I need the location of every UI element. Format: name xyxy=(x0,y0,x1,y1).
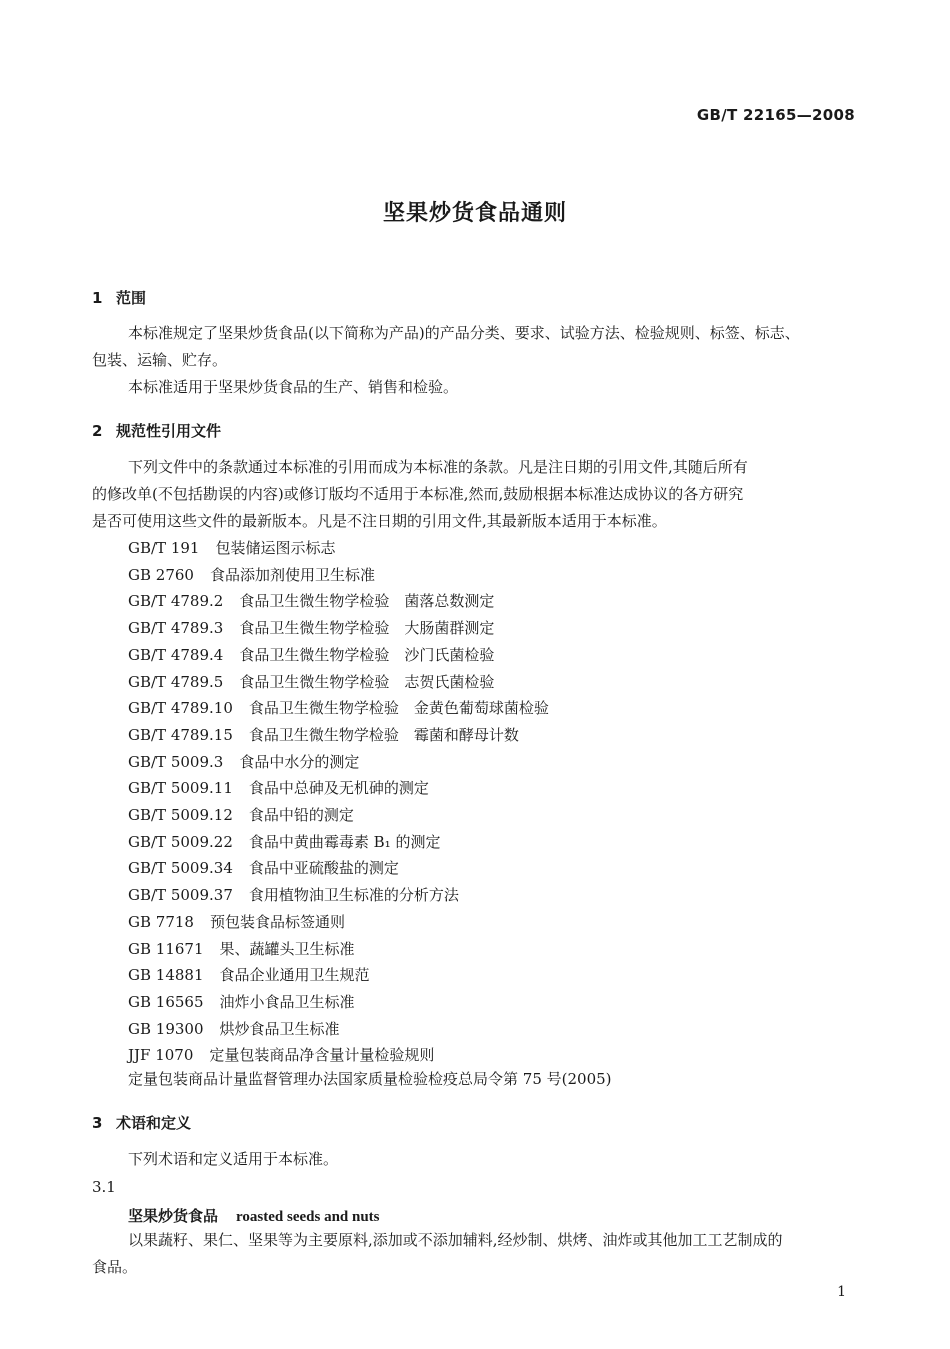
reference-code: GB/T 191 xyxy=(128,539,200,557)
definition: 食品。 xyxy=(92,1258,138,1276)
reference-item xyxy=(128,832,440,852)
reference-item xyxy=(128,645,494,665)
section-number: 3 xyxy=(92,1114,103,1132)
section-1-heading xyxy=(92,287,146,308)
section-number: 2 xyxy=(92,422,103,440)
reference-item-decree: 定量包装商品计量监督管理办法国家质量检验检疫总局令第 75 号(2005) xyxy=(128,1070,612,1088)
reference-item xyxy=(128,939,355,959)
reference-code: GB/T 4789.5 xyxy=(128,673,224,691)
section-title: 规范性引用文件 xyxy=(116,422,222,440)
paragraph: 下列术语和定义适用于本标准。 xyxy=(128,1150,339,1168)
reference-item xyxy=(128,1045,434,1065)
section-title: 范围 xyxy=(116,289,147,307)
section-3-heading xyxy=(92,1112,191,1133)
subsection-number: 3.1 xyxy=(92,1178,116,1196)
reference-title: 食品中铅的测定 xyxy=(248,806,354,824)
reference-code: GB 7718 xyxy=(128,913,194,931)
reference-title: 果、蔬罐头卫生标准 xyxy=(219,940,355,958)
reference-title: 食品添加剂使用卫生标准 xyxy=(209,566,375,584)
reference-item xyxy=(128,778,429,798)
definition: 以果蔬籽、果仁、坚果等为主要原料,添加或不添加辅料,经炒制、烘烤、油炸或其他加工工艺制成的 xyxy=(128,1231,783,1249)
reference-title: 烘炒食品卫生标准 xyxy=(219,1020,340,1038)
paragraph: 下列文件中的条款通过本标准的引用而成为本标准的条款。凡是注日期的引用文件,其随后所有 xyxy=(128,458,748,476)
reference-item xyxy=(128,565,375,585)
section-number: 1 xyxy=(92,289,103,307)
reference-item xyxy=(128,672,494,692)
reference-title: 食品卫生微生物学检验 霉菌和酵母计数 xyxy=(248,726,519,744)
reference-item xyxy=(128,538,335,558)
section-2-heading xyxy=(92,420,221,441)
reference-title: 食品中总砷及无机砷的测定 xyxy=(248,779,429,797)
reference-code: GB/T 5009.22 xyxy=(128,833,233,851)
reference-code: GB 19300 xyxy=(128,1020,204,1038)
paragraph: 是否可使用这些文件的最新版本。凡是不注日期的引用文件,其最新版本适用于本标准。 xyxy=(92,512,667,530)
section-title: 术语和定义 xyxy=(116,1114,192,1132)
reference-item xyxy=(128,698,549,718)
reference-code: GB 16565 xyxy=(128,993,204,1011)
reference-item xyxy=(128,618,494,638)
reference-code: GB/T 5009.11 xyxy=(128,779,233,797)
reference-item xyxy=(128,1019,340,1039)
reference-item xyxy=(128,992,355,1012)
term-entry xyxy=(128,1205,380,1226)
page-number: 1 xyxy=(837,1284,846,1300)
reference-item xyxy=(128,858,399,878)
paragraph: 的修改单(不包括勘误的内容)或修订版均不适用于本标准,然而,鼓励根据本标准达成协议的各方研究 xyxy=(92,485,744,503)
paragraph: 包装、运输、贮存。 xyxy=(92,351,228,369)
reference-code: GB/T 4789.10 xyxy=(128,699,233,717)
reference-code: GB 2760 xyxy=(128,566,194,584)
reference-code: GB/T 5009.3 xyxy=(128,753,224,771)
reference-title: 定量包装商品净含量计量检验规则 xyxy=(209,1046,435,1064)
reference-item xyxy=(128,591,494,611)
reference-title: 食品企业通用卫生规范 xyxy=(219,966,370,984)
reference-code: GB/T 4789.2 xyxy=(128,592,224,610)
reference-item xyxy=(128,965,370,985)
reference-title: 食品卫生微生物学检验 金黄色葡萄球菌检验 xyxy=(248,699,549,717)
term-chinese: 坚果炒货食品 xyxy=(128,1207,219,1225)
reference-code: GB 14881 xyxy=(128,966,204,984)
reference-code: GB/T 5009.34 xyxy=(128,859,233,877)
document-title: 坚果炒货食品通则 xyxy=(382,201,567,226)
reference-code: GB/T 4789.3 xyxy=(128,619,224,637)
reference-code: GB/T 4789.15 xyxy=(128,726,233,744)
reference-code: GB/T 5009.37 xyxy=(128,886,233,904)
reference-title: 食品卫生微生物学检验 菌落总数测定 xyxy=(239,592,495,610)
reference-title: 食品卫生微生物学检验 沙门氏菌检验 xyxy=(239,646,495,664)
reference-item xyxy=(128,752,359,772)
reference-code: GB 11671 xyxy=(128,940,204,958)
reference-title: 食用植物油卫生标准的分析方法 xyxy=(248,886,459,904)
reference-item xyxy=(128,725,519,745)
reference-title: 食品卫生微生物学检验 大肠菌群测定 xyxy=(239,619,495,637)
paragraph: 本标准适用于坚果炒货食品的生产、销售和检验。 xyxy=(128,378,459,396)
reference-code: JJF 1070 xyxy=(128,1046,194,1064)
reference-title: 包装储运图示标志 xyxy=(215,539,336,557)
reference-item xyxy=(128,885,459,905)
reference-code: GB/T 5009.12 xyxy=(128,806,233,824)
reference-title: 食品中水分的测定 xyxy=(239,753,360,771)
reference-title: 食品中亚硫酸盐的测定 xyxy=(248,859,399,877)
reference-title: 预包装食品标签通则 xyxy=(209,913,345,931)
term-english: roasted seeds and nuts xyxy=(236,1209,380,1225)
reference-code: GB/T 4789.4 xyxy=(128,646,224,664)
reference-title: 食品卫生微生物学检验 志贺氏菌检验 xyxy=(239,673,495,691)
reference-title: 油炸小食品卫生标准 xyxy=(219,993,355,1011)
reference-item xyxy=(128,912,345,932)
reference-title: 食品中黄曲霉毒素 B₁ 的测定 xyxy=(248,833,441,851)
paragraph: 本标准规定了坚果炒货食品(以下简称为产品)的产品分类、要求、试验方法、检验规则、标签、标志、 xyxy=(128,324,800,342)
standard-number: GB/T 22165—2008 xyxy=(696,106,855,124)
reference-item xyxy=(128,805,354,825)
